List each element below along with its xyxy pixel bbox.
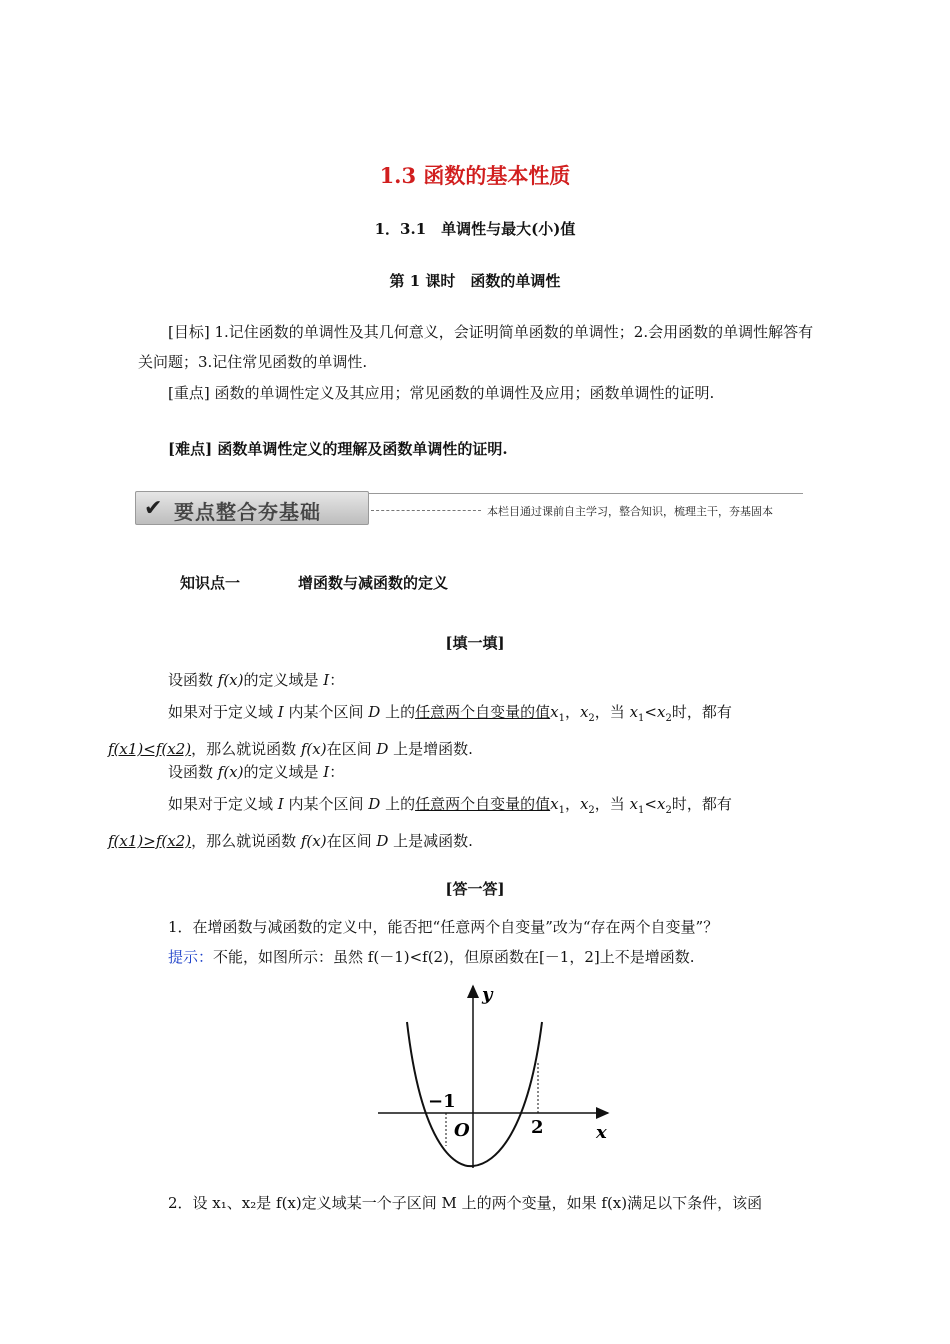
text: 内某个区间	[283, 703, 369, 721]
difficulty-label: [难点]	[168, 440, 213, 458]
text: ：	[329, 671, 345, 689]
inc-condition: f(x1)<f(x2)	[108, 740, 192, 758]
inc-domain-line	[138, 665, 818, 695]
var: x	[657, 795, 666, 813]
text: ，	[564, 795, 580, 813]
text: 在区间	[326, 740, 377, 758]
dec-domain-line	[138, 757, 818, 787]
domain-symbol: I	[323, 671, 330, 689]
inc-definition: 如果对于定义域 I 内某个区间 D 上的任意两个自变量的值$x_1$，$x_2$，当 $x_1<x_2$时，都有 f(x1)<f(x2)，那么就说函数 f(x)在区间 D 上是增函数.	[108, 703, 732, 758]
checkmark-icon: ✔	[144, 496, 163, 521]
hint-label: 提示：	[168, 948, 214, 966]
fx: f(x)	[217, 763, 244, 781]
knowledge-title: 增函数与减函数的定义	[298, 574, 449, 592]
subsection-title: 1．3.1 单调性与最大(小)值	[374, 220, 576, 238]
text: 上的	[380, 703, 416, 721]
var: x	[629, 795, 639, 813]
key-points-paragraph	[138, 378, 818, 408]
var: x	[629, 703, 639, 721]
text: 在区间	[326, 832, 377, 850]
neg1-label: −1	[428, 1091, 456, 1112]
text: 上是减函数.	[388, 832, 473, 850]
lesson-title: 第 1 课时 函数的单调性	[389, 272, 561, 290]
two-label: 2	[531, 1117, 544, 1138]
text: ：	[329, 763, 345, 781]
domain-symbol: I	[323, 763, 330, 781]
difficulty-paragraph	[138, 434, 818, 464]
text: 时，都有	[671, 703, 732, 721]
question-1: 1．在增函数与减函数的定义中，能否把“任意两个自变量”改为“存在两个自变量”？	[168, 918, 719, 936]
banner-box	[135, 491, 369, 525]
var: x	[550, 795, 559, 813]
fx: f(x)	[300, 832, 327, 850]
text: 设函数	[168, 763, 218, 781]
banner-title: 要点整合夯基础	[174, 500, 321, 524]
dec-definition: 如果对于定义域 I 内某个区间 D 上的任意两个自变量的值$x_1$，$x_2$，当 $x_1<x_2$时，都有 f(x1)>f(x2)，那么就说函数 f(x)在区间 D 上是减函数.	[108, 795, 732, 850]
goals-paragraph	[138, 317, 818, 377]
var: x	[657, 703, 666, 721]
fx: f(x)	[217, 671, 244, 689]
text: 上的	[380, 795, 416, 813]
text: <	[644, 703, 657, 721]
domain-symbol: I	[277, 795, 284, 813]
x-axis-label: x	[596, 1122, 607, 1143]
fx: f(x)	[300, 740, 327, 758]
text: ，当	[594, 703, 630, 721]
hint-text: 不能，如图所示：虽然 f(－1)<f(2)，但原函数在[－1，2]上不是增函数.	[213, 948, 695, 966]
var: x	[579, 703, 589, 721]
origin-label: O	[454, 1120, 470, 1141]
text: ，那么就说函数	[191, 740, 301, 758]
y-axis-label: y	[482, 984, 493, 1005]
domain-symbol: I	[277, 703, 284, 721]
knowledge-label: 知识点一	[180, 574, 241, 592]
key-points-label: [重点]	[168, 384, 210, 402]
text: ，那么就说函数	[191, 832, 301, 850]
section-title: 1.3 函数的基本性质	[379, 163, 571, 188]
interval-symbol: D	[376, 832, 389, 850]
var: x	[579, 795, 589, 813]
question-2: 2．设 x₁、x₂是 f(x)定义域某一个子区间 M 上的两个变量，如果 f(x)满足以下条件，该函	[168, 1194, 763, 1212]
fill-heading: [填一填]	[445, 634, 505, 652]
text: ，当	[594, 795, 630, 813]
fill-blank-any-values: 任意两个自变量的值	[415, 795, 551, 813]
interval-symbol: D	[368, 703, 381, 721]
interval-symbol: D	[376, 740, 389, 758]
goals-label: [目标]	[168, 323, 210, 341]
fill-blank-any-values: 任意两个自变量的值	[415, 703, 551, 721]
hint-paragraph	[138, 942, 818, 972]
text: 的定义域是	[243, 671, 324, 689]
text: 的定义域是	[243, 763, 324, 781]
text: 设函数	[168, 671, 218, 689]
banner-note: 本栏目通过课前自主学习，整合知识，梳理主干，夯基固本	[487, 505, 773, 518]
goals-text: 1.记住函数的单调性及其几何意义，会证明简单函数的单调性；2.会用函数的单调性解答有关问题；3.记住常见函数的单调性.	[138, 323, 814, 371]
answer-heading: [答一答]	[445, 880, 505, 898]
interval-symbol: D	[368, 795, 381, 813]
text: 如果对于定义域	[168, 703, 278, 721]
text: ，	[564, 703, 580, 721]
fill-blank-dec-cond	[108, 832, 191, 850]
text: 内某个区间	[283, 795, 369, 813]
text: 时，都有	[671, 795, 732, 813]
banner-rule	[367, 493, 803, 494]
text: <	[644, 795, 657, 813]
key-points-text: 函数的单调性定义及其应用；常见函数的单调性及应用；函数单调性的证明.	[209, 384, 715, 402]
difficulty-text: 函数单调性定义的理解及函数单调性的证明.	[212, 440, 508, 458]
parabola-graph	[370, 982, 620, 1172]
text: 上是增函数.	[388, 740, 473, 758]
banner-dashes	[371, 510, 481, 511]
text: 如果对于定义域	[168, 795, 278, 813]
fill-blank-inc-cond	[108, 740, 191, 758]
dec-condition: f(x1)>f(x2)	[108, 832, 192, 850]
var: x	[550, 703, 559, 721]
section-banner	[135, 491, 805, 525]
